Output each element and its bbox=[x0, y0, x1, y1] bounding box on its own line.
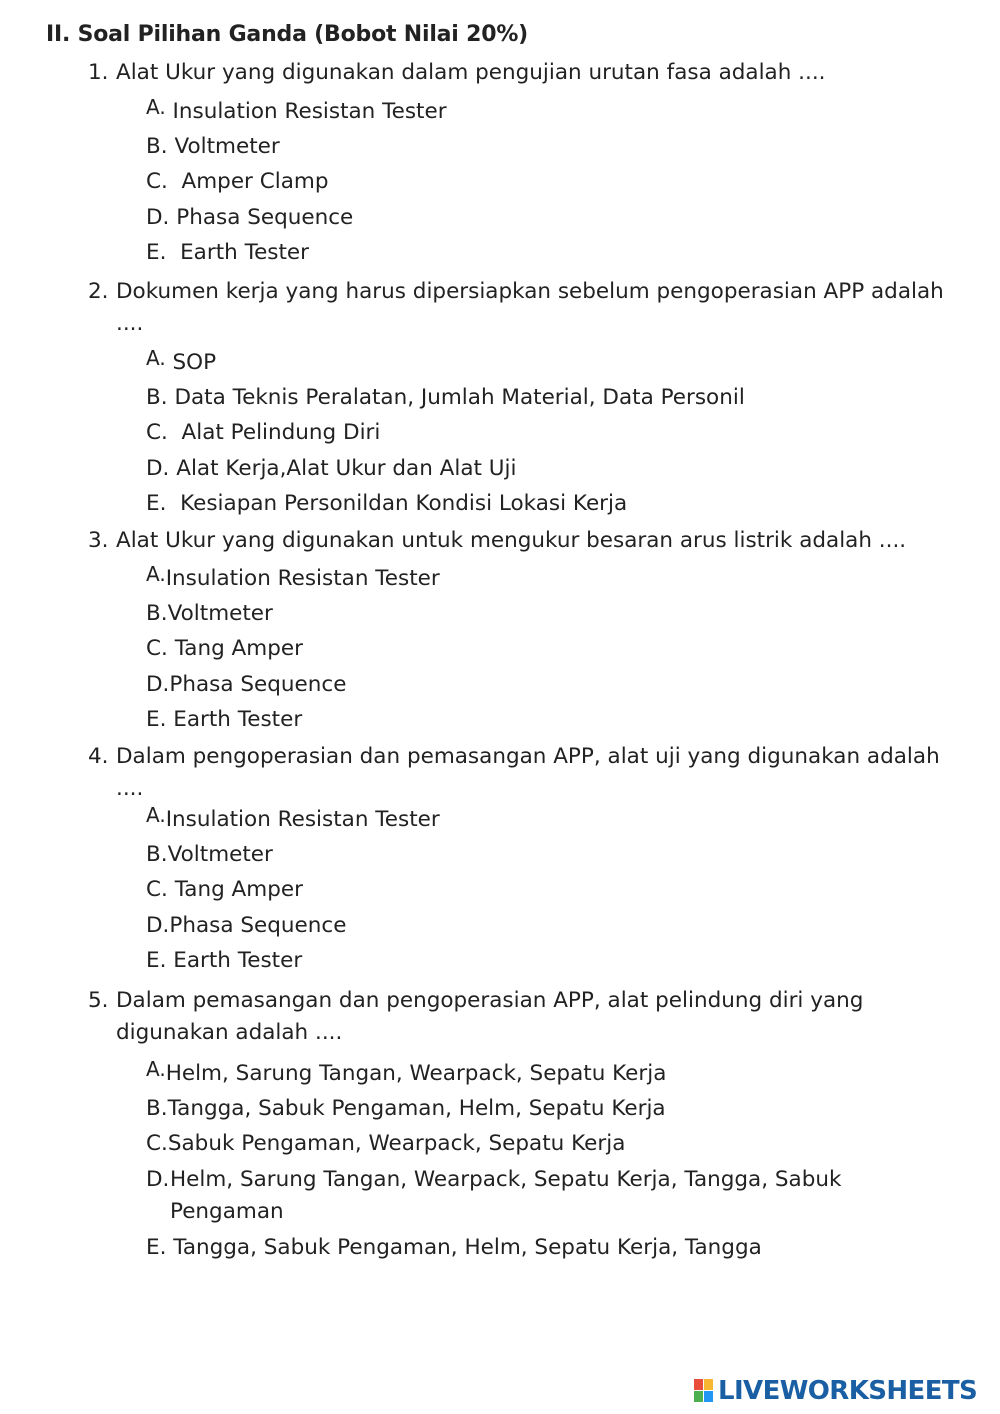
option-4e[interactable]: E. Earth Tester bbox=[146, 948, 303, 973]
question-text: Dalam pengoperasian dan pemasangan APP, alat uji yang digunakan adalah .... bbox=[116, 744, 940, 801]
question-text: Alat Ukur yang digunakan dalam pengujian urutan fasa adalah .... bbox=[116, 60, 826, 85]
option-1b[interactable]: B. Voltmeter bbox=[146, 134, 280, 159]
option-2e[interactable]: E. Kesiapan Personildan Kondisi Lokasi Kerja bbox=[146, 491, 628, 516]
question-number: 5. bbox=[88, 988, 109, 1013]
option-3c[interactable]: C. Tang Amper bbox=[146, 636, 303, 661]
option-2d[interactable]: D. Alat Kerja,Alat Ukur dan Alat Uji bbox=[146, 456, 517, 481]
question-4 bbox=[88, 741, 968, 805]
liveworksheets-watermark bbox=[694, 1373, 977, 1409]
liveworksheets-logo-icon bbox=[694, 1379, 714, 1403]
question-number: 3. bbox=[88, 528, 109, 553]
option-3a[interactable]: A.Insulation Resistan Tester bbox=[146, 562, 440, 591]
option-1a[interactable]: A. Insulation Resistan Tester bbox=[146, 95, 447, 124]
option-2a[interactable]: A. SOP bbox=[146, 346, 217, 375]
option-1e[interactable]: E. Earth Tester bbox=[146, 240, 309, 265]
option-3e[interactable]: E. Earth Tester bbox=[146, 707, 303, 732]
option-2c[interactable]: C. Alat Pelindung Diri bbox=[146, 420, 381, 445]
option-1c[interactable]: C. Amper Clamp bbox=[146, 169, 329, 194]
option-5e[interactable]: E. Tangga, Sabuk Pengaman, Helm, Sepatu Kerja, Tangga bbox=[146, 1235, 762, 1260]
option-1d[interactable]: D. Phasa Sequence bbox=[146, 205, 354, 230]
option-5b[interactable]: B.Tangga, Sabuk Pengaman, Helm, Sepatu Kerja bbox=[146, 1096, 666, 1121]
option-5a[interactable]: A.Helm, Sarung Tangan, Wearpack, Sepatu Kerja bbox=[146, 1057, 667, 1086]
question-1 bbox=[88, 57, 968, 89]
section-heading: II. Soal Pilihan Ganda (Bobot Nilai 20%) bbox=[46, 22, 529, 47]
question-text: Dokumen kerja yang harus dipersiapkan sebelum pengoperasian APP adalah .... bbox=[116, 279, 944, 336]
option-3b[interactable]: B.Voltmeter bbox=[146, 601, 273, 626]
question-3 bbox=[88, 525, 968, 557]
question-number: 1. bbox=[88, 60, 109, 85]
question-text: Alat Ukur yang digunakan untuk mengukur besaran arus listrik adalah .... bbox=[116, 528, 907, 553]
liveworksheets-text: LIVEWORKSHEETS bbox=[718, 1376, 978, 1406]
option-3d[interactable]: D.Phasa Sequence bbox=[146, 672, 347, 697]
question-5 bbox=[88, 985, 888, 1049]
option-2b[interactable]: B. Data Teknis Peralatan, Jumlah Material, Data Personil bbox=[146, 385, 745, 410]
option-4c[interactable]: C. Tang Amper bbox=[146, 877, 303, 902]
question-text: Dalam pemasangan dan pengoperasian APP, alat pelindung diri yang digunakan adalah .... bbox=[116, 988, 864, 1045]
option-4a[interactable]: A.Insulation Resistan Tester bbox=[146, 803, 440, 832]
option-5d[interactable]: D. Helm, Sarung Tangan, Wearpack, Sepatu Kerja, Tangga, Sabuk Pengaman bbox=[146, 1167, 842, 1224]
question-2 bbox=[88, 276, 968, 340]
question-number: 2. bbox=[88, 279, 109, 304]
option-4d[interactable]: D.Phasa Sequence bbox=[146, 913, 347, 938]
option-5c[interactable]: C.Sabuk Pengaman, Wearpack, Sepatu Kerja bbox=[146, 1131, 626, 1156]
question-number: 4. bbox=[88, 744, 109, 769]
option-4b[interactable]: B.Voltmeter bbox=[146, 842, 273, 867]
